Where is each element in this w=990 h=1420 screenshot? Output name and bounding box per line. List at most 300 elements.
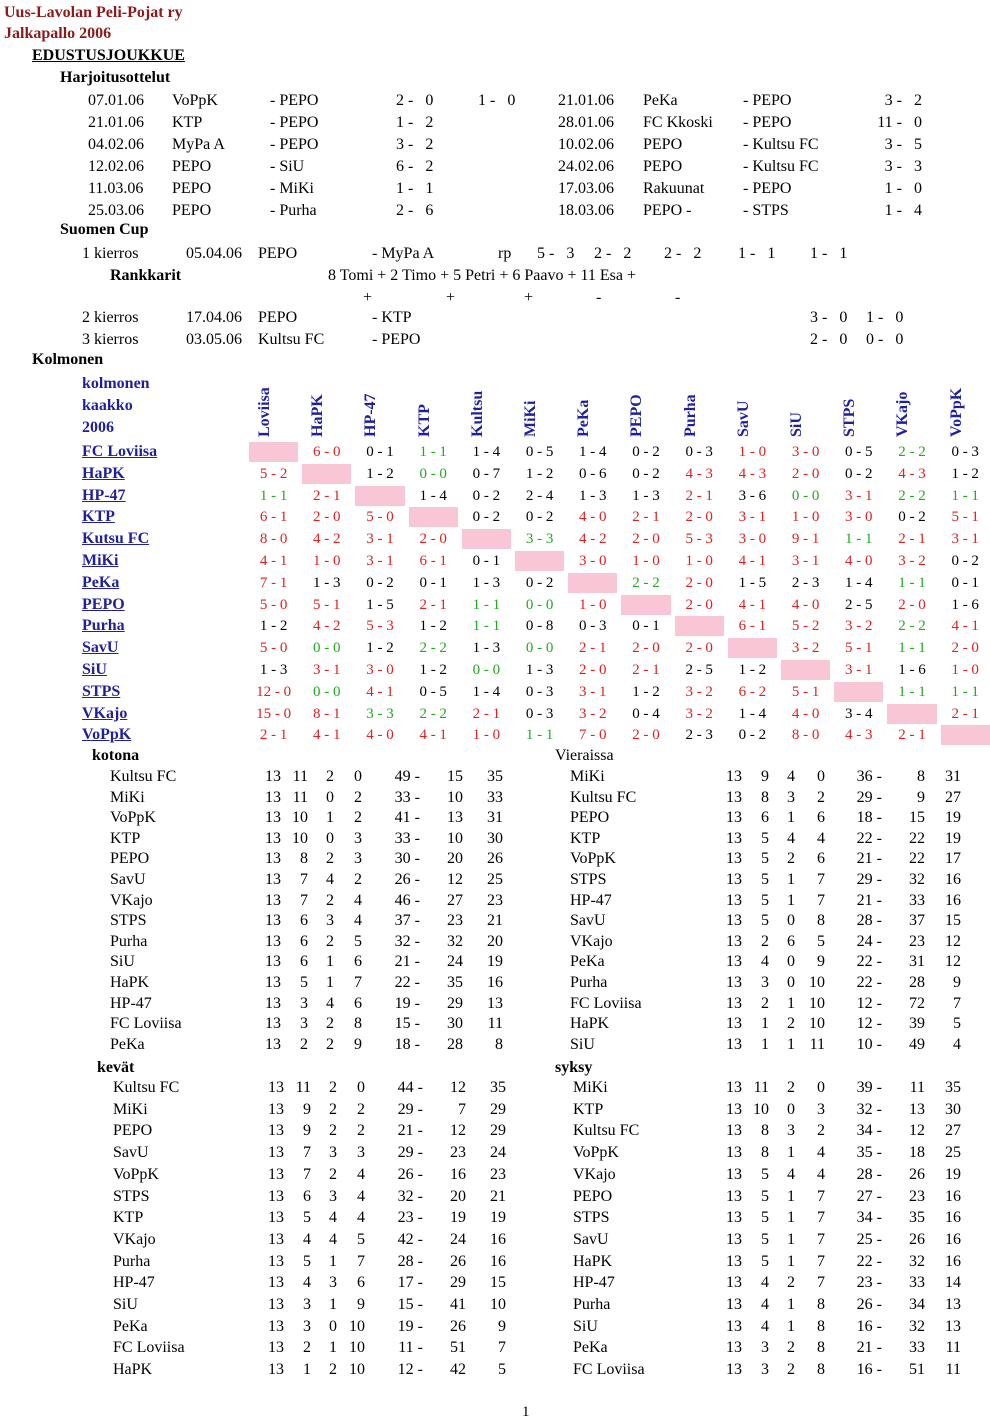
standings-value: 10 [490,1296,506,1313]
practice-away-team: - Kultsu FC [743,158,819,175]
standings-value: 19 [945,809,961,827]
standings-value: 11 [753,1079,769,1096]
practice-home-team: PEPO [172,180,212,197]
practice-home-team: PEPO [643,158,683,175]
matrix-result-cell: 2 - 2 [898,444,926,460]
standings-value: 4 [787,829,795,847]
standings-value: 28 - [856,912,882,930]
matrix-result-cell: 5 - 1 [951,509,979,526]
standings-value: 4 [354,912,362,930]
standings-value: 29 - [397,1144,423,1162]
standings-value: 13 [265,871,281,888]
standings-value: 36 - [856,768,882,785]
matrix-result-cell: 4 - 0 [579,509,607,526]
matrix-result-cell: 6 - 2 [738,683,767,700]
matrix-result-cell: 3 - 4 [845,705,873,722]
standings-value: 13 [268,1165,284,1183]
standings-value: 3 [357,1144,365,1162]
rankkarit-label: Rankkarit [110,267,182,284]
standings-value: 15 [945,912,961,930]
matrix-result-cell: 2 - 0 [579,662,607,678]
standings-team: HP-47 [573,1274,615,1292]
page-number: 1 [522,1404,530,1420]
standings-value: 11 [809,1035,825,1053]
standings-value: 25 [945,1144,961,1162]
standings-value: 3 [303,1296,311,1313]
standings-value: 9 [303,1100,311,1118]
standings-value: 13 [726,891,742,909]
cup-heading: Suomen Cup [60,221,149,238]
standings-value: 11 [909,1079,925,1096]
standings-value: 5 [357,1230,365,1248]
matrix-result-cell: 2 - 1 [632,662,660,678]
standings-value: 13 [726,871,742,888]
standings-value: 4 [787,768,795,785]
matrix-result-cell: 3 - 1 [951,531,979,548]
matrix-result-cell: 0 - 1 [472,553,501,569]
standings-team: MiKi [573,1079,608,1096]
cup-halftime-score: 0 - 0 [866,331,904,348]
cup-score: 3 - 0 [810,309,848,326]
standings-value: 6 [357,1274,365,1292]
standings-value: 16 [945,1252,961,1270]
cup-round-label: 1 kierros [82,245,139,262]
cup-halftime-score: 1 - 0 [866,309,904,326]
standings-value: 17 - [397,1274,423,1292]
standings-value: 2 [787,1079,795,1096]
standings-team: PEPO [570,809,610,827]
standings-value: 18 - [394,1035,420,1053]
standings-value: 7 [817,1187,825,1205]
practice-home-team: PeKa [643,92,678,109]
matrix-result-cell: 3 - 6 [738,487,767,504]
practice-date: 28.01.06 [558,114,614,131]
standings-team: VKajo [573,1165,616,1183]
matrix-diagonal-cell [302,464,351,484]
standings-value: 31 [945,768,961,785]
standings-value: 13 [726,1252,742,1270]
matrix-result-cell: 1 - 1 [845,531,873,548]
practice-home-team: VoPpK [172,92,218,109]
matrix-result-cell: 2 - 0 [419,531,447,548]
matrix-result-cell: 1 - 0 [313,553,341,569]
practice-home-team: Rakuunat [643,180,705,197]
standings-value: 1 [787,871,795,888]
matrix-column-header: HP-47 [362,393,380,437]
standings-value: 19 [490,1209,506,1227]
standings-value: 1 [326,974,334,991]
practice-date: 24.02.06 [558,158,614,175]
standings-team: Kultsu FC [113,1079,180,1096]
standings-value: 13 [265,1035,281,1053]
matrix-result-cell: 0 - 5 [525,444,554,460]
standings-value: 2 [787,1361,795,1379]
matrix-result-cell: 0 - 0 [313,683,341,700]
standings-value: 28 - [856,1165,882,1183]
standings-value: 16 - [856,1317,882,1335]
standings-value: 20 [447,850,463,868]
vieraissa-label: Vieraissa [555,747,614,764]
standings-value: 10 [447,788,463,806]
standings-value: 13 [726,1035,742,1053]
matrix-diagonal-cell [941,725,990,745]
standings-value: 11 [945,1339,961,1357]
standings-value: 13 [909,1100,925,1118]
standings-value: 11 [292,768,308,785]
standings-value: 13 [265,768,281,785]
standings-value: 2 [329,1100,337,1118]
standings-value: 29 [450,1274,466,1292]
standings-team: KTP [113,1209,144,1227]
standings-value: 13 [268,1230,284,1248]
matrix-result-cell: 6 - 1 [419,553,447,569]
matrix-title-line: kaakko [82,397,133,414]
standings-value: 0 [787,953,795,971]
cup-home-team: PEPO [258,309,298,326]
standings-value: 3 [300,1015,308,1033]
standings-value: 32 [909,1252,925,1270]
matrix-result-cell: 4 - 1 [738,596,767,613]
standings-value: 6 [300,953,308,971]
standings-value: 10 [809,1015,825,1033]
standings-value: 30 - [394,850,420,868]
matrix-result-cell: 2 - 5 [685,662,713,678]
standings-value: 12 [447,871,463,888]
standings-value: 6 [761,809,769,827]
standings-value: 1 [761,1015,769,1033]
standings-value: 23 - [397,1209,423,1227]
matrix-result-cell: 1 - 3 [472,640,501,657]
matrix-result-cell: 0 - 7 [472,465,501,482]
standings-value: 28 [909,974,925,991]
standings-value: 34 - [856,1209,882,1227]
standings-value: 2 [303,1339,311,1357]
cup-round-label: 2 kierros [82,309,139,326]
standings-value: 25 [487,871,503,888]
matrix-result-cell: 2 - 1 [259,727,288,744]
matrix-column-header: SiU [788,412,805,437]
standings-value: 49 - [394,768,420,785]
standings-value: 3 [329,1187,337,1205]
standings-value: 23 [909,1187,925,1205]
standings-value: 0 [326,788,334,806]
matrix-result-cell: 2 - 0 [685,596,713,613]
standings-value: 4 [357,1209,365,1227]
matrix-result-cell: 8 - 1 [313,705,341,722]
standings-value: 19 - [397,1317,423,1335]
standings-value: 2 [329,1122,337,1140]
matrix-result-cell: 3 - 2 [579,705,607,722]
matrix-result-cell: 0 - 3 [951,444,979,460]
practice-away-team: - PEPO [743,114,792,131]
standings-value: 9 [354,1035,362,1053]
standings-value: 37 - [394,912,420,930]
matrix-result-cell: 0 - 5 [419,683,447,700]
standings-team: Kultsu FC [570,788,637,806]
standings-value: 29 [490,1122,506,1140]
practice-date: 10.02.06 [558,136,614,153]
standings-value: 13 [726,1165,742,1183]
practice-away-team: - SiU [270,158,305,175]
matrix-result-cell: 0 - 4 [632,705,660,722]
matrix-result-cell: 1 - 0 [951,662,979,678]
standings-value: 24 [490,1144,506,1162]
matrix-result-cell: 4 - 3 [898,465,926,482]
standings-value: 13 [726,1274,742,1292]
cup-round-label: 3 kierros [82,331,139,348]
standings-value: 9 [953,974,961,991]
standings-value: 1 [787,1252,795,1270]
standings-value: 13 [726,953,742,971]
standings-value: 0 [357,1079,365,1096]
standings-value: 1 [303,1361,311,1379]
practice-away-team: - PEPO [743,92,792,109]
standings-value: 11 [295,1079,311,1096]
matrix-result-cell: 2 - 0 [685,640,713,657]
matrix-result-cell: 2 - 0 [791,465,820,482]
matrix-result-cell: 4 - 0 [366,727,394,744]
standings-value: 13 [726,974,742,991]
standings-value: 3 [817,1100,825,1118]
matrix-result-cell: 1 - 1 [472,618,501,635]
matrix-result-cell: 1 - 4 [472,683,501,700]
matrix-result-cell: 1 - 3 [525,662,554,678]
standings-value: 10 [292,829,308,847]
standings-team: VoPpK [110,809,156,827]
matrix-result-cell: 1 - 2 [419,662,447,678]
standings-value: 12 [945,953,961,971]
org-title: Uus-Lavolan Peli-Pojat ry [4,4,183,21]
standings-value: 46 - [394,891,420,909]
standings-value: 7 [817,1252,825,1270]
standings-value: 5 [761,1165,769,1183]
standings-value: 39 - [856,1079,882,1096]
standings-value: 13 [268,1296,284,1313]
standings-team: SavU [113,1144,149,1162]
standings-value: 9 [303,1122,311,1140]
standings-value: 35 [490,1079,506,1096]
cup-home-team: Kultsu FC [258,331,325,348]
matrix-result-cell: 1 - 1 [525,727,554,744]
matrix-result-cell: 2 - 5 [845,596,873,613]
practice-date: 25.03.06 [88,202,144,219]
matrix-result-cell: 0 - 2 [632,444,660,460]
standings-value: 0 [787,912,795,930]
standings-value: 6 [817,850,825,868]
matrix-diagonal-cell [249,442,298,462]
standings-value: 2 [761,932,769,950]
team-heading: EDUSTUSJOUKKUE [32,47,185,64]
standings-value: 33 [909,1274,925,1292]
standings-value: 7 [498,1339,506,1357]
matrix-result-cell: 0 - 3 [525,683,554,700]
practice-score: 2 - 0 [396,92,434,109]
standings-value: 1 [787,1144,795,1162]
standings-value: 1 [326,809,334,827]
standings-value: 8 [817,912,825,930]
standings-value: 3 [354,829,362,847]
practice-home-team: PEPO - [643,202,692,219]
matrix-result-cell: 1 - 5 [738,574,767,591]
standings-value: 13 [726,1317,742,1335]
standings-value: 15 [447,768,463,785]
matrix-result-cell: 5 - 2 [259,465,288,482]
standings-value: 13 [268,1361,284,1379]
practice-home-team: FC Kkoski [643,114,713,131]
standings-value: 8 [917,768,925,785]
standings-value: 2 [329,1079,337,1096]
matrix-result-cell: 1 - 1 [898,640,926,657]
matrix-row-team: MiKi [82,552,119,569]
standings-team: SavU [573,1230,609,1248]
matrix-result-cell: 2 - 0 [685,574,713,591]
standings-value: 7 [458,1100,466,1118]
practice-away-team: - PEPO [270,92,319,109]
standings-value: 13 [268,1252,284,1270]
matrix-result-cell: 3 - 2 [898,553,926,569]
matrix-result-cell: 1 - 1 [951,683,979,700]
standings-value: 10 [753,1100,769,1118]
standings-value: 26 [909,1165,925,1183]
standings-value: 4 [326,871,334,888]
standings-value: 9 [357,1296,365,1313]
matrix-row-team: PeKa [82,573,120,591]
standings-value: 12 [945,932,961,950]
standings-value: 23 [909,932,925,950]
cup-penalty-score: 2 - 2 [594,245,632,262]
standings-value: 5 [761,1209,769,1227]
standings-value: 23 - [856,1274,882,1292]
matrix-result-cell: 1 - 3 [313,574,341,591]
matrix-column-header: Loviisa [256,387,273,437]
matrix-result-cell: 3 - 1 [579,683,607,700]
matrix-result-cell: 1 - 5 [366,596,394,613]
standings-team: PeKa [573,1339,608,1357]
standings-value: 13 [726,1144,742,1162]
standings-value: 13 [268,1079,284,1096]
standings-team: KTP [110,829,141,847]
standings-value: 13 [726,1230,742,1248]
practice-score: 1 - 1 [396,180,434,197]
matrix-column-header: PEPO [628,394,646,437]
standings-value: 27 - [856,1187,882,1205]
standings-value: 4 [761,1274,769,1292]
practice-away-team: - PEPO [743,180,792,197]
matrix-row-team: VKajo [82,704,128,722]
matrix-result-cell: 3 - 2 [791,640,820,657]
matrix-row-team: SiU [82,661,107,678]
matrix-diagonal-cell [675,616,724,636]
matrix-result-cell: 0 - 2 [525,574,554,591]
matrix-result-cell: 5 - 1 [791,683,820,700]
standings-value: 2 [787,1015,795,1033]
standings-value: 2 [326,1015,334,1033]
standings-value: 8 [817,1339,825,1357]
standings-value: 2 [817,1122,825,1140]
standings-value: 2 [761,994,769,1012]
rankkarit-mark: + [446,289,456,306]
practice-score: 11 - 0 [877,114,922,131]
standings-value: 12 - [397,1361,423,1379]
matrix-result-cell: 0 - 0 [419,465,447,482]
standings-value: 26 [450,1252,466,1270]
standings-value: 7 [354,974,362,991]
standings-value: 23 [490,1165,506,1183]
standings-value: 5 [761,912,769,930]
standings-value: 2 [354,871,362,888]
standings-value: 2 [326,932,334,950]
standings-value: 18 [909,1144,925,1162]
standings-team: MiKi [110,788,145,806]
standings-value: 5 [761,871,769,888]
standings-value: 35 [909,1209,925,1227]
standings-team: PEPO [110,850,150,868]
standings-value: 16 - [856,1361,882,1379]
standings-value: 1 [787,1230,795,1248]
standings-team: STPS [110,912,147,930]
matrix-column-header: MiKi [522,400,539,437]
matrix-diagonal-cell [887,704,936,724]
cup-score: 2 - 0 [810,331,848,348]
standings-value: 29 [490,1100,506,1118]
matrix-result-cell: 2 - 1 [313,487,341,504]
standings-value: 33 - [394,788,420,806]
standings-value: 23 [450,1144,466,1162]
standings-value: 3 [326,912,334,930]
matrix-diagonal-cell [621,595,670,615]
standings-value: 8 [761,1144,769,1162]
matrix-result-cell: 2 - 1 [579,640,607,657]
matrix-result-cell: 0 - 1 [366,444,394,460]
matrix-title-line: kolmonen [82,375,150,392]
matrix-row-team: HP-47 [82,486,126,504]
matrix-result-cell: 5 - 1 [313,596,341,613]
standings-team: VoPpK [113,1165,159,1183]
matrix-result-cell: 2 - 1 [898,531,926,548]
matrix-result-cell: 0 - 8 [525,618,554,635]
standings-value: 8 [495,1035,503,1053]
rankkarit-mark: + [524,289,534,306]
matrix-result-cell: 1 - 1 [898,683,926,700]
standings-value: 1 [787,1035,795,1053]
matrix-result-cell: 1 - 6 [898,662,926,678]
matrix-result-cell: 1 - 4 [419,487,447,504]
matrix-result-cell: 0 - 2 [472,509,501,526]
matrix-result-cell: 2 - 1 [685,487,713,504]
standings-value: 19 [487,953,503,971]
standings-team: SavU [110,871,146,888]
matrix-result-cell: 3 - 0 [579,553,607,569]
standings-value: 6 [817,809,825,827]
matrix-result-cell: 1 - 2 [951,465,979,482]
matrix-result-cell: 2 - 2 [419,640,447,657]
matrix-column-header: VKajo [894,391,912,437]
matrix-diagonal-cell [781,660,830,680]
standings-value: 11 [487,1015,503,1033]
standings-value: 4 [761,953,769,971]
matrix-result-cell: 1 - 0 [472,727,501,744]
matrix-result-cell: 3 - 1 [313,662,341,678]
standings-team: MiKi [113,1100,148,1118]
matrix-result-cell: 8 - 0 [791,727,820,744]
matrix-diagonal-cell [515,551,564,571]
matrix-result-cell: 1 - 0 [685,553,713,569]
standings-value: 24 [447,953,463,971]
standings-value: 2 [357,1100,365,1118]
standings-value: 0 [326,829,334,847]
matrix-row-team: FC Loviisa [82,443,158,460]
standings-value: 30 [447,1015,463,1033]
